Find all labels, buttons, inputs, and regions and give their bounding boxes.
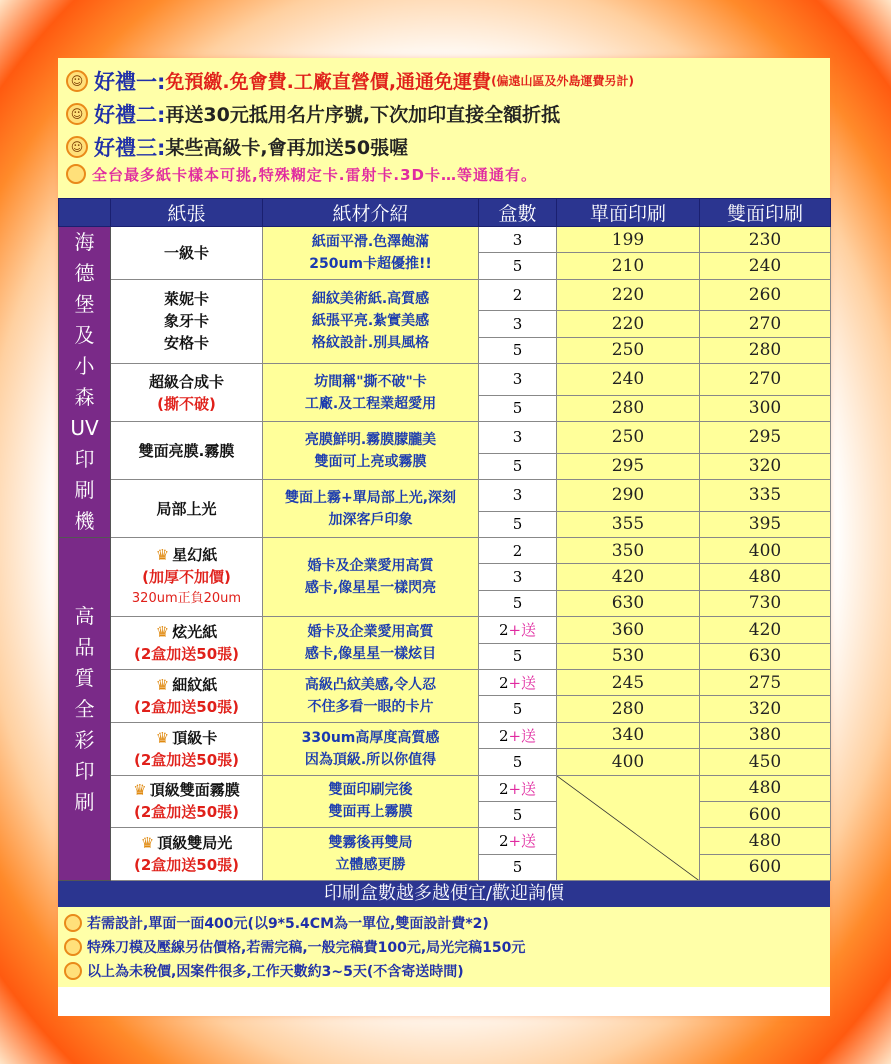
box-value: 3 xyxy=(512,568,523,587)
box-count xyxy=(479,749,557,775)
double-price: 630 xyxy=(700,643,831,669)
table-row xyxy=(59,538,831,564)
paper-desc xyxy=(263,422,479,480)
desc-line: 感卡,像星星一樣炫目 xyxy=(304,646,437,663)
side-char: 海 xyxy=(74,230,95,254)
box-count xyxy=(479,311,557,337)
box-count xyxy=(479,643,557,669)
box-value: 2 xyxy=(498,726,509,745)
side-char: 堡 xyxy=(74,292,95,316)
table-row xyxy=(59,775,831,801)
paper-label: 萊妮卡 xyxy=(163,290,209,309)
paper-desc xyxy=(263,538,479,617)
gift-bag-icon: ☺ xyxy=(66,136,88,158)
side-label-column xyxy=(59,601,110,818)
paper-desc xyxy=(263,669,479,722)
table-row xyxy=(59,364,831,396)
header-box: 盒數 xyxy=(479,199,557,227)
paper-label: 局部上光 xyxy=(156,499,217,518)
paper-desc xyxy=(263,722,479,775)
diagonal-slash xyxy=(557,776,699,881)
gift-note: (偏遠山區及外島運費另計) xyxy=(491,74,635,88)
paper-line xyxy=(111,727,262,749)
side-char: 品 xyxy=(74,634,95,659)
table-row xyxy=(59,480,831,512)
gift-3 xyxy=(66,130,822,163)
gift-bag-icon: ☺ xyxy=(66,103,88,125)
box-count xyxy=(479,253,557,279)
single-price: 240 xyxy=(557,364,700,396)
box-value: 3 xyxy=(512,428,523,447)
box-count xyxy=(479,775,557,801)
paper-sub: (撕不破) xyxy=(157,394,216,413)
double-price: 420 xyxy=(700,617,831,643)
double-price: 275 xyxy=(700,669,831,695)
box-value: 5 xyxy=(512,752,523,771)
paper-line xyxy=(111,779,262,801)
double-price: 270 xyxy=(700,364,831,396)
paper-sub: (2盒加送50張) xyxy=(133,645,240,664)
box-count xyxy=(479,337,557,363)
desc-line: 坊間稱"撕不破"卡 xyxy=(314,373,427,390)
paper-name xyxy=(111,227,263,280)
double-price: 480 xyxy=(700,564,831,590)
double-price: 230 xyxy=(700,227,831,253)
paper-line xyxy=(111,371,262,393)
paper-label: 星幻紙 xyxy=(172,546,218,565)
paper-line xyxy=(111,674,262,696)
box-count xyxy=(479,480,557,512)
bonus-mark: +送 xyxy=(508,621,537,640)
side-char: 及 xyxy=(74,323,95,347)
header-desc: 紙材介紹 xyxy=(263,199,479,227)
paper-name xyxy=(111,364,263,422)
double-price: 335 xyxy=(700,480,831,512)
double-price: 320 xyxy=(700,453,831,479)
box-count xyxy=(479,617,557,643)
side-char: 森 xyxy=(74,385,95,409)
footer-note-text: 特殊刀模及壓線另估價格,若需完稿,一般完稿費100元,局光完稿150元 xyxy=(87,940,526,957)
double-price: 400 xyxy=(700,538,831,564)
side-char: 機 xyxy=(74,509,95,533)
paper-label: 超級合成卡 xyxy=(148,372,224,391)
desc-line: 高級凸紋美感,令人忍 xyxy=(304,676,437,693)
double-price: 295 xyxy=(700,422,831,454)
box-value: 2 xyxy=(498,621,509,640)
table-header-row xyxy=(59,199,831,227)
gift-1 xyxy=(66,64,822,97)
side-label xyxy=(59,538,111,881)
single-price: 400 xyxy=(557,749,700,775)
single-price: 250 xyxy=(557,422,700,454)
crown-icon: ♛ xyxy=(133,781,147,800)
single-price: 530 xyxy=(557,643,700,669)
side-char: 高 xyxy=(74,603,95,628)
box-count xyxy=(479,722,557,748)
box-count xyxy=(479,422,557,454)
table-row xyxy=(59,669,831,695)
box-count xyxy=(479,364,557,396)
table-row xyxy=(59,422,831,454)
desc-line: 細紋美術紙.高質感 xyxy=(311,291,430,308)
header-single: 單面印刷 xyxy=(557,199,700,227)
single-price: 280 xyxy=(557,395,700,421)
side-char: 刷 xyxy=(74,478,95,502)
paper-name xyxy=(111,480,263,538)
paper-label: 一級卡 xyxy=(163,243,209,262)
box-count xyxy=(479,538,557,564)
paper-desc xyxy=(263,828,479,881)
box-count xyxy=(479,696,557,722)
mascot-icon xyxy=(64,962,82,980)
promo-line xyxy=(66,163,822,185)
side-char: 印 xyxy=(74,447,95,471)
paper-label: 炫光紙 xyxy=(172,623,218,642)
box-count xyxy=(479,828,557,854)
desc-line: 雙面再上霧膜 xyxy=(328,804,413,821)
crown-icon: ♛ xyxy=(155,728,170,747)
side-label xyxy=(59,227,111,538)
desc-line: 亮膜鮮明.霧膜朦朧美 xyxy=(304,431,437,448)
single-price: 199 xyxy=(557,227,700,253)
box-value: 2 xyxy=(498,674,509,693)
desc-line: 婚卡及企業愛用高質 xyxy=(307,624,434,641)
bonus-mark: +送 xyxy=(508,674,537,693)
paper-name xyxy=(111,422,263,480)
header-paper: 紙張 xyxy=(111,199,263,227)
gift-name: 好禮三: xyxy=(94,135,166,160)
footer-note xyxy=(64,911,824,935)
single-price: 290 xyxy=(557,480,700,512)
footer-notes xyxy=(58,907,830,987)
paper-label: 細紋紙 xyxy=(172,675,218,694)
box-count xyxy=(479,511,557,537)
double-price: 260 xyxy=(700,279,831,311)
footer-bar: 印刷盒數越多越便宜/歡迎詢價 xyxy=(58,881,830,907)
box-count xyxy=(479,801,557,827)
paper-desc xyxy=(263,480,479,538)
single-price: 210 xyxy=(557,253,700,279)
box-count xyxy=(479,669,557,695)
single-price: 420 xyxy=(557,564,700,590)
box-value: 2 xyxy=(498,779,509,798)
gift-bag-icon: ☺ xyxy=(66,70,88,92)
box-count xyxy=(479,590,557,616)
side-char: 質 xyxy=(74,665,95,690)
box-value: 5 xyxy=(512,858,523,877)
header-double: 雙面印刷 xyxy=(700,199,831,227)
box-value: 5 xyxy=(512,257,523,276)
price-card xyxy=(58,58,830,1016)
desc-line: 雙面上霧+單局部上光,深刻 xyxy=(284,489,457,506)
desc-line: 250um卡超優推!! xyxy=(309,255,432,272)
single-price: 340 xyxy=(557,722,700,748)
paper-line xyxy=(111,288,262,310)
double-price: 480 xyxy=(700,828,831,854)
price-table xyxy=(58,198,831,881)
box-value: 5 xyxy=(512,341,523,360)
desc-line: 加深客戶印象 xyxy=(328,511,413,528)
header-blank xyxy=(59,199,111,227)
table-row xyxy=(59,279,831,311)
paper-label: 雙面亮膜.霧膜 xyxy=(138,441,235,460)
paper-line xyxy=(111,544,262,566)
table-row xyxy=(59,617,831,643)
paper-desc xyxy=(263,617,479,670)
box-count xyxy=(479,453,557,479)
gift-bag-icon xyxy=(66,164,86,184)
box-count xyxy=(479,227,557,253)
paper-name xyxy=(111,669,263,722)
crown-icon: ♛ xyxy=(155,675,170,694)
single-price: 360 xyxy=(557,617,700,643)
paper-name xyxy=(111,828,263,881)
paper-name xyxy=(111,775,263,828)
paper-name xyxy=(111,279,263,363)
double-price: 240 xyxy=(700,253,831,279)
bonus-mark: +送 xyxy=(508,726,537,745)
desc-line: 格紋設計.別具風格 xyxy=(311,335,430,352)
mascot-icon xyxy=(64,938,82,956)
single-price: 295 xyxy=(557,453,700,479)
single-price: 245 xyxy=(557,669,700,695)
paper-line xyxy=(111,310,262,332)
double-price: 450 xyxy=(700,749,831,775)
desc-line: 紙面平滑.色澤飽滿 xyxy=(311,233,430,250)
box-value: 5 xyxy=(512,805,523,824)
mascot-icon xyxy=(64,914,82,932)
table-row xyxy=(59,828,831,854)
gift-name: 好禮一: xyxy=(94,69,166,94)
paper-desc xyxy=(263,227,479,280)
gift-2 xyxy=(66,97,822,130)
promo-text: 全台最多紙卡樣本可挑,特殊糊定卡.雷射卡.3D卡…等通通有。 xyxy=(92,165,537,184)
box-value: 2 xyxy=(512,541,523,560)
paper-name xyxy=(111,538,263,617)
box-count xyxy=(479,279,557,311)
desc-line: 不住多看一眼的卡片 xyxy=(307,698,434,715)
paper-sub: (2盒加送50張) xyxy=(133,856,240,875)
box-count xyxy=(479,854,557,880)
bonus-mark: +送 xyxy=(508,832,537,851)
desc-line: 感卡,像星星一樣閃亮 xyxy=(304,580,437,597)
table-row xyxy=(59,227,831,253)
side-char: 印 xyxy=(74,758,95,783)
paper-line xyxy=(111,621,262,643)
desc-line: 工廠.及工程業超愛用 xyxy=(304,395,437,412)
crown-icon: ♛ xyxy=(155,546,170,565)
box-value: 5 xyxy=(512,515,523,534)
no-single-price xyxy=(557,775,700,881)
paper-name xyxy=(111,617,263,670)
paper-sub: (2盒加送50張) xyxy=(133,750,240,769)
paper-sub: (2盒加送50張) xyxy=(133,803,240,822)
side-char: 小 xyxy=(74,354,95,378)
side-char: UV xyxy=(70,416,99,440)
desc-line: 婚卡及企業愛用高質 xyxy=(307,558,434,575)
paper-sub: 320um正負20um xyxy=(131,591,242,607)
gift-text: 某些高級卡,會再加送50張喔 xyxy=(165,137,409,159)
desc-line: 雙面印刷完後 xyxy=(328,782,413,799)
paper-sub: (2盒加送50張) xyxy=(133,697,240,716)
box-value: 3 xyxy=(512,370,523,389)
side-char: 全 xyxy=(74,696,95,721)
box-value: 2 xyxy=(498,832,509,851)
paper-line xyxy=(111,498,262,520)
single-price: 350 xyxy=(557,538,700,564)
crown-icon: ♛ xyxy=(140,834,155,853)
double-price: 380 xyxy=(700,722,831,748)
paper-sub: (加厚不加價) xyxy=(142,568,231,587)
paper-line xyxy=(111,242,262,264)
gift-text: 免預繳.免會費.工廠直營價,通通免運費 xyxy=(165,71,492,93)
paper-line xyxy=(111,332,262,354)
single-price: 220 xyxy=(557,279,700,311)
footer-note-text: 若需設計,單面一面400元(以9*5.4CM為一單位,雙面設計費*2) xyxy=(87,916,489,933)
double-price: 280 xyxy=(700,337,831,363)
box-value: 5 xyxy=(512,457,523,476)
double-price: 270 xyxy=(700,311,831,337)
paper-label: 頂級雙局光 xyxy=(157,834,233,853)
desc-line: 雙面可上亮或霧膜 xyxy=(314,453,427,470)
box-value: 5 xyxy=(512,399,523,418)
double-price: 730 xyxy=(700,590,831,616)
footer-note xyxy=(64,959,824,983)
paper-desc xyxy=(263,279,479,363)
desc-line: 紙張平亮.紮實美感 xyxy=(311,313,430,330)
single-price: 280 xyxy=(557,696,700,722)
table-row xyxy=(59,722,831,748)
single-price: 630 xyxy=(557,590,700,616)
side-label-column xyxy=(59,227,110,537)
paper-label: 象牙卡 xyxy=(163,312,209,331)
desc-line: 雙霧後再雙局 xyxy=(328,835,413,852)
box-value: 2 xyxy=(512,286,523,305)
gift-section xyxy=(58,58,830,198)
box-count xyxy=(479,395,557,421)
paper-label: 安格卡 xyxy=(163,334,209,353)
single-price: 355 xyxy=(557,511,700,537)
side-char: 德 xyxy=(74,261,95,285)
box-value: 3 xyxy=(512,315,523,334)
paper-label: 頂級卡 xyxy=(172,728,218,747)
box-value: 5 xyxy=(512,647,523,666)
footer-note xyxy=(64,935,824,959)
box-value: 3 xyxy=(512,486,523,505)
paper-name xyxy=(111,722,263,775)
paper-label: 頂級雙面霧膜 xyxy=(149,781,240,800)
box-value: 5 xyxy=(512,700,523,719)
double-price: 480 xyxy=(700,775,831,801)
paper-line xyxy=(111,832,262,854)
box-value: 3 xyxy=(512,230,523,249)
side-char: 彩 xyxy=(74,727,95,752)
footer-note-text: 以上為未稅價,因案件很多,工作天數約3~5天(不含寄送時間) xyxy=(87,964,464,981)
box-value: 5 xyxy=(512,594,523,613)
desc-line: 立體感更勝 xyxy=(335,857,406,874)
double-price: 320 xyxy=(700,696,831,722)
gift-name: 好禮二: xyxy=(94,102,166,127)
double-price: 600 xyxy=(700,801,831,827)
gift-text: 再送30元抵用名片序號,下次加印直接全額折抵 xyxy=(165,104,561,126)
desc-line: 330um高厚度高質感 xyxy=(301,729,440,746)
bonus-mark: +送 xyxy=(508,779,537,798)
double-price: 300 xyxy=(700,395,831,421)
paper-desc xyxy=(263,775,479,828)
double-price: 395 xyxy=(700,511,831,537)
box-count xyxy=(479,564,557,590)
side-char: 刷 xyxy=(74,789,95,814)
single-price: 250 xyxy=(557,337,700,363)
desc-line: 因為頂級.所以你值得 xyxy=(304,751,437,768)
crown-icon: ♛ xyxy=(155,623,170,642)
paper-line xyxy=(111,440,262,462)
table-body xyxy=(59,227,831,881)
single-price: 220 xyxy=(557,311,700,337)
double-price: 600 xyxy=(700,854,831,880)
paper-desc xyxy=(263,364,479,422)
